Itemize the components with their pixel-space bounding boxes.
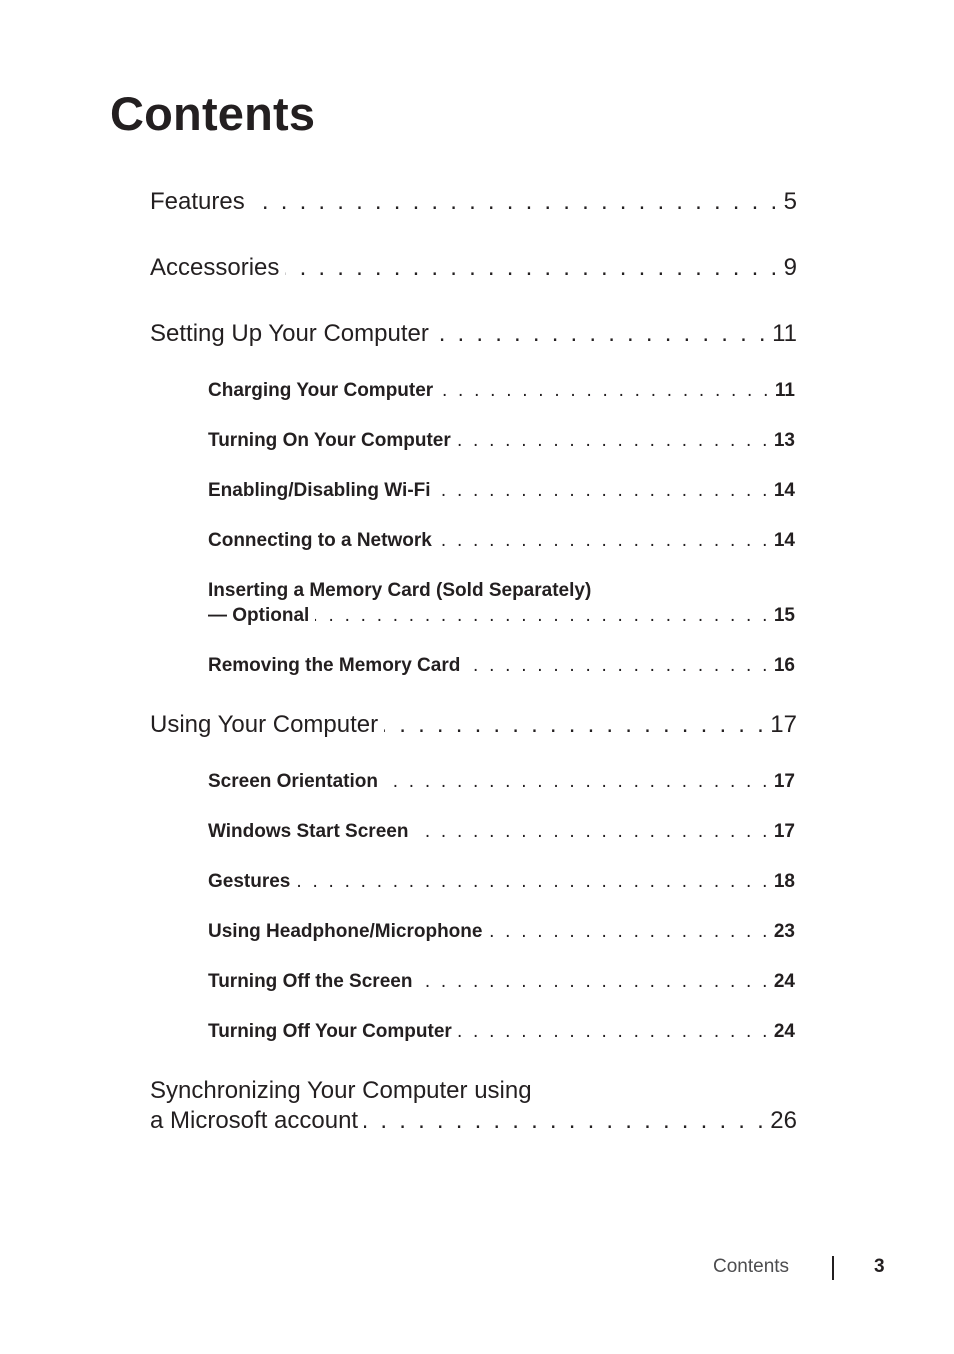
toc-leader-dots: [466, 655, 768, 677]
toc-entry-memory-card-line1[interactable]: Inserting a Memory Card (Sold Separately): [208, 580, 592, 601]
toc-leader-dots: [384, 711, 764, 739]
toc-entry-removing-card[interactable]: [208, 655, 795, 677]
toc-entry-page: 24: [773, 971, 795, 992]
toc-entry-title: Using Your Computer: [150, 711, 379, 738]
footer-section-label: Contents: [713, 1256, 790, 1277]
toc-entry-page: 14: [773, 480, 795, 501]
toc-entry-title: Connecting to a Network: [208, 530, 432, 551]
toc-entry-page: 23: [773, 921, 795, 942]
toc-entry-title: Gestures: [208, 871, 291, 892]
toc-entry-wifi[interactable]: [208, 480, 795, 502]
toc-entry-screen-off[interactable]: [208, 971, 795, 993]
toc-leader-dots: [458, 1021, 768, 1043]
toc-leader-dots: [364, 1107, 764, 1135]
toc-leader-dots: [315, 605, 768, 627]
toc-entry-title: — Optional: [208, 605, 310, 626]
toc-entry-sync[interactable]: [150, 1107, 797, 1135]
page-title: Contents: [110, 87, 316, 140]
toc-entry-headphone[interactable]: [208, 921, 795, 943]
toc-entry-page: 11: [774, 380, 795, 401]
toc-entry-page: 14: [773, 530, 795, 551]
toc-entry-title: Charging Your Computer: [208, 380, 434, 401]
toc-entry-title: Enabling/Disabling Wi-Fi: [208, 480, 431, 501]
toc-entry-setting-up[interactable]: [150, 320, 797, 348]
toc-entry-title: Turning On Your Computer: [208, 430, 451, 451]
toc-leader-dots: [251, 188, 778, 216]
toc-entry-turning-on[interactable]: [208, 430, 795, 452]
toc-entry-page: 17: [773, 821, 795, 842]
toc-entry-title: Turning Off Your Computer: [208, 1021, 452, 1042]
toc-entry-title: Features: [150, 188, 245, 215]
toc-entry-page: 26: [770, 1107, 797, 1134]
toc-entry-page: 5: [783, 188, 797, 215]
toc-entry-page: 9: [783, 254, 797, 281]
toc-entry-title: Using Headphone/Microphone: [208, 921, 483, 942]
toc-entry-page: 15: [773, 605, 795, 626]
toc-entry-title: Setting Up Your Computer: [150, 320, 429, 347]
toc-entry-start-screen[interactable]: [208, 821, 795, 843]
toc-entry-page: 18: [773, 871, 795, 892]
toc-entry-title: Turning Off the Screen: [208, 971, 413, 992]
toc-entry-page: 11: [772, 320, 797, 347]
footer-divider: [832, 1256, 834, 1280]
toc-leader-dots: [384, 771, 768, 793]
toc-entry-gestures[interactable]: [208, 871, 795, 893]
toc-leader-dots: [457, 430, 768, 452]
toc-entry-title: Accessories: [150, 254, 280, 281]
toc-leader-dots: [296, 871, 767, 893]
toc-entry-computer-off[interactable]: [208, 1021, 795, 1043]
toc-entry-page: 24: [773, 1021, 795, 1042]
toc-entry-screen-orientation[interactable]: [208, 771, 795, 793]
toc-leader-dots: [435, 320, 766, 348]
toc-entry-using[interactable]: [150, 711, 797, 739]
toc-entry-title: Screen Orientation: [208, 771, 378, 792]
toc-entry-features[interactable]: [150, 188, 797, 216]
toc-entry-page: 16: [773, 655, 795, 676]
toc-leader-dots: [488, 921, 767, 943]
toc-entry-sync-line1[interactable]: Synchronizing Your Computer using: [150, 1077, 532, 1104]
toc-entry-title: Windows Start Screen: [208, 821, 409, 842]
toc-entry-accessories[interactable]: [150, 254, 797, 282]
toc-leader-dots: [285, 254, 777, 282]
toc-entry-network[interactable]: [208, 530, 795, 552]
toc-leader-dots: [414, 821, 767, 843]
toc-entry-title: a Microsoft account: [150, 1107, 359, 1134]
toc-leader-dots: [439, 380, 769, 402]
footer-page-number: 3: [874, 1256, 885, 1277]
toc-entry-memory-card[interactable]: [208, 605, 795, 627]
toc-entry-page: 17: [770, 711, 797, 738]
toc-leader-dots: [438, 530, 768, 552]
toc-entry-page: 17: [773, 771, 795, 792]
toc-entry-title: Removing the Memory Card: [208, 655, 461, 676]
toc-entry-page: 13: [773, 430, 795, 451]
toc-leader-dots: [418, 971, 767, 993]
toc-leader-dots: [437, 480, 768, 502]
toc-entry-charging[interactable]: [208, 380, 795, 402]
